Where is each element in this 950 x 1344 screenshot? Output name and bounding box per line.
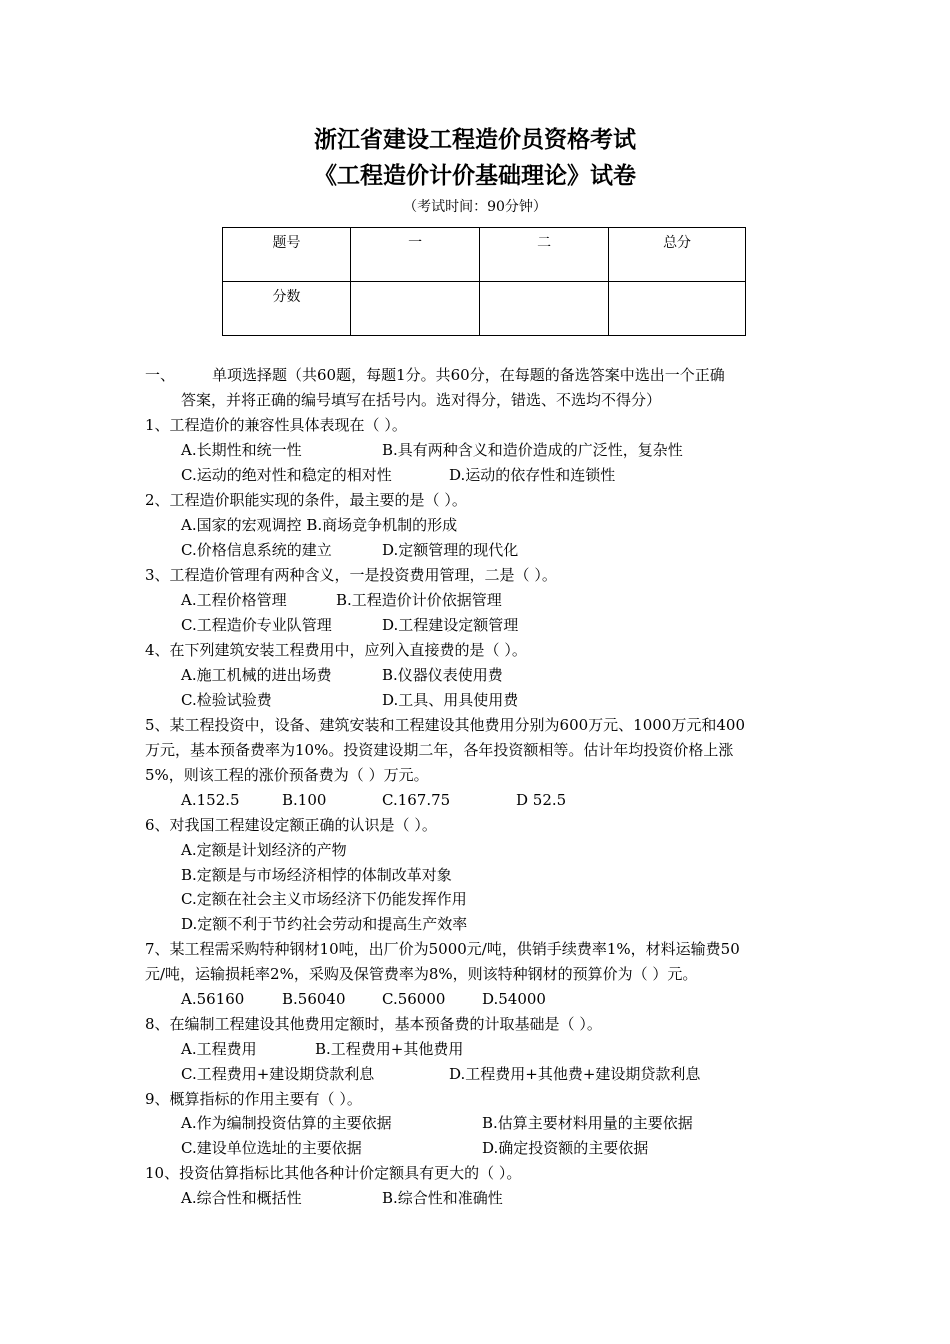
exam-title: 浙江省建设工程造价员资格考试 <box>314 127 636 153</box>
score-table-header-cell: 题号 <box>223 228 351 282</box>
option: C.价格信息系统的建立 <box>181 541 332 559</box>
score-table-header-cell: 二 <box>480 228 609 282</box>
question-stem: 万元，基本预备费率为10%。投资建设期二年，各年投资额相等。估计年均投资价格上涨 <box>145 741 734 759</box>
option: D.定额管理的现代化 <box>382 541 519 559</box>
option: A.152.5 <box>181 791 240 809</box>
option: C.工程费用+建设期贷款利息 <box>181 1065 375 1083</box>
score-cell[interactable] <box>480 282 609 336</box>
option: B.综合性和准确性 <box>382 1189 503 1207</box>
option: D 52.5 <box>516 791 567 809</box>
option: B.定额是与市场经济相悖的体制改革对象 <box>181 866 452 884</box>
option: D.工程费用+其他费+建设期贷款利息 <box>449 1065 701 1083</box>
option: D.确定投资额的主要依据 <box>482 1139 649 1157</box>
option: A.长期性和统一性 <box>181 441 302 459</box>
question-stem: 1、工程造价的兼容性具体表现在（ ）。 <box>145 416 407 434</box>
option: C.56000 <box>382 990 446 1008</box>
option: B.工程费用+其他费用 <box>315 1040 464 1058</box>
score-table <box>222 227 746 336</box>
option: A.施工机械的进出场费 <box>181 666 332 684</box>
question-stem: 元/吨，运输损耗率2%，采购及保管费率为8%，则该特种钢材的预算价为（ ）元。 <box>145 965 698 983</box>
section-number: 一、 <box>145 366 176 384</box>
option: C.167.75 <box>382 791 451 809</box>
score-table-header-cell: 总分 <box>609 228 746 282</box>
option: B.具有两种含义和造价造成的广泛性，复杂性 <box>382 441 683 459</box>
option: A.国家的宏观调控 B.商场竞争机制的形成 <box>181 516 458 534</box>
section-intro-line: 单项选择题（共60题，每题1分。共60分，在每题的备选答案中选出一个正确 <box>212 366 725 384</box>
option: A.定额是计划经济的产物 <box>181 841 347 859</box>
option: B.56040 <box>282 990 346 1008</box>
question-stem: 9、概算指标的作用主要有（ ）。 <box>145 1090 362 1108</box>
option: A.56160 <box>181 990 245 1008</box>
option: D.工程建设定额管理 <box>382 616 519 634</box>
option: A.综合性和概括性 <box>181 1189 302 1207</box>
question-stem: 10、投资估算指标比其他各种计价定额具有更大的（ ）。 <box>145 1164 522 1182</box>
option: D.定额不利于节约社会劳动和提高生产效率 <box>181 915 468 933</box>
question-stem: 8、在编制工程建设其他费用定额时，基本预备费的计取基础是（ ）。 <box>145 1015 602 1033</box>
option: A.作为编制投资估算的主要依据 <box>181 1114 392 1132</box>
exam-subtitle: 《工程造价计价基础理论》试卷 <box>314 163 636 189</box>
option: C.运动的绝对性和稳定的相对性 <box>181 466 392 484</box>
section-intro-line: 答案，并将正确的编号填写在括号内。选对得分，错选、不选均不得分） <box>181 391 662 409</box>
question-stem: 2、工程造价职能实现的条件，最主要的是（ ）。 <box>145 491 467 509</box>
option: D.工具、用具使用费 <box>382 691 519 709</box>
question-stem: 5%，则该工程的涨价预备费为（ ）万元。 <box>145 766 429 784</box>
option: A.工程费用 <box>181 1040 257 1058</box>
option: D.54000 <box>482 990 546 1008</box>
score-cell[interactable] <box>609 282 746 336</box>
question-stem: 3、工程造价管理有两种含义，一是投资费用管理，二是（ ）。 <box>145 566 557 584</box>
score-table-header-cell: 一 <box>351 228 480 282</box>
option: C.建设单位选址的主要依据 <box>181 1139 362 1157</box>
option: B.仪器仪表使用费 <box>382 666 503 684</box>
question-stem: 4、在下列建筑安装工程费用中，应列入直接费的是（ ）。 <box>145 641 527 659</box>
option: B.估算主要材料用量的主要依据 <box>482 1114 693 1132</box>
option: B.100 <box>282 791 327 809</box>
option: B.工程造价计价依据管理 <box>336 591 502 609</box>
option: C.工程造价专业队管理 <box>181 616 332 634</box>
time-note: （考试时间：90分钟） <box>403 199 547 215</box>
score-row-label: 分数 <box>223 282 351 336</box>
option: C.检验试验费 <box>181 691 272 709</box>
question-stem: 7、某工程需采购特种钢材10吨，出厂价为5000元/吨，供销手续费率1%，材料运输费50 <box>145 940 740 958</box>
option: A.工程价格管理 <box>181 591 287 609</box>
question-stem: 5、某工程投资中，设备、建筑安装和工程建设其他费用分别为600万元、1000万元和400 <box>145 716 745 734</box>
question-stem: 6、对我国工程建设定额正确的认识是（ ）。 <box>145 816 437 834</box>
score-cell[interactable] <box>351 282 480 336</box>
option: C.定额在社会主义市场经济下仍能发挥作用 <box>181 890 467 908</box>
option: D.运动的依存性和连锁性 <box>449 466 616 484</box>
